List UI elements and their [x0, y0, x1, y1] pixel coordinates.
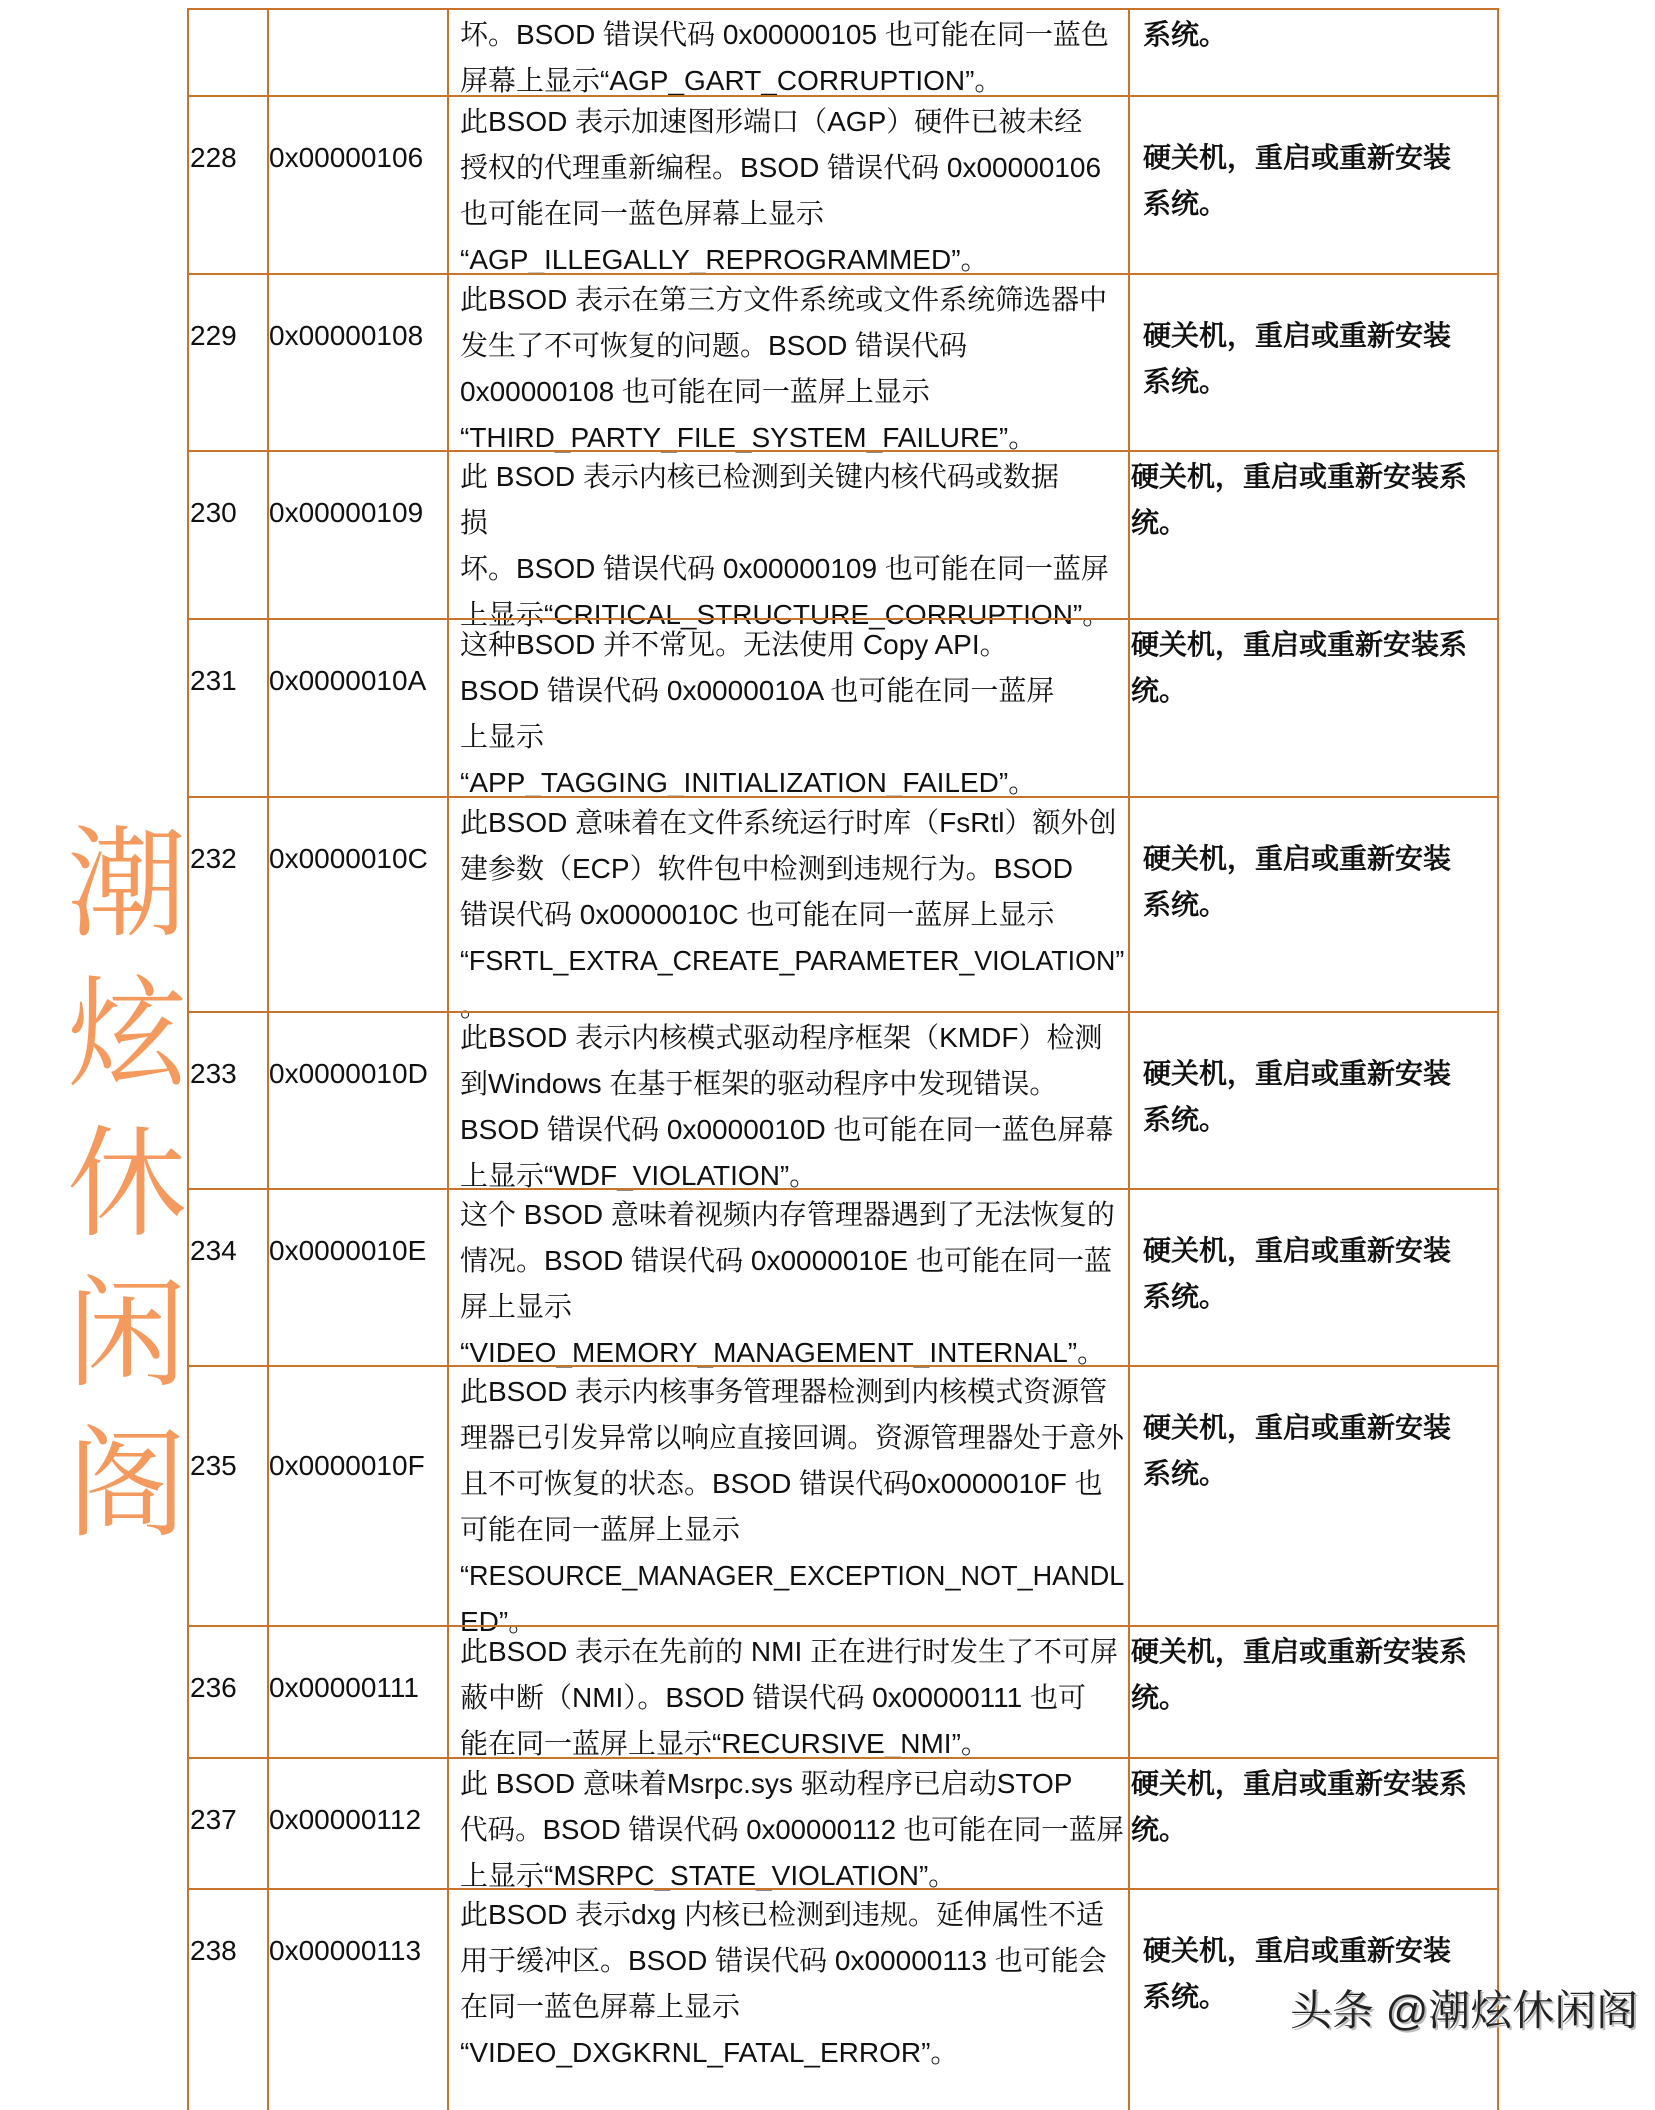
action-line: 统。: [1131, 1814, 1188, 1845]
error-description: [460, 12, 1109, 104]
resolution-action: [1143, 1051, 1451, 1143]
resolution-action: [1131, 454, 1467, 546]
error-description: [460, 1892, 1107, 2076]
action-line: 统。: [1131, 507, 1188, 538]
action-line: 系统。: [1143, 1104, 1228, 1135]
error-description: [460, 1192, 1115, 1376]
row-number-cell: [190, 313, 237, 359]
column-divider: [187, 1013, 189, 1190]
error-description: [460, 1015, 1114, 1199]
error-code-cell: [269, 1051, 428, 1097]
column-divider: [447, 1759, 449, 1890]
column-divider: [1128, 620, 1130, 798]
table-row: [187, 1188, 1499, 1367]
description-line: 可能在同一蓝屏上显示: [460, 1514, 741, 1545]
description-line: 此BSOD 表示在第三方文件系统或文件系统筛选器中: [460, 284, 1108, 315]
description-line: 能在同一蓝屏上显示“RECURSIVE_NMI”。: [460, 1728, 989, 1759]
column-divider: [447, 1627, 449, 1759]
error-code: 0x00000111: [269, 1672, 419, 1703]
error-code-cell: [269, 658, 426, 704]
resolution-action: [1143, 1228, 1451, 1320]
row-number-cell: [190, 135, 237, 181]
column-divider: [1497, 620, 1499, 798]
column-divider: [1128, 452, 1130, 620]
resolution-action: [1143, 12, 1227, 58]
error-description: [460, 277, 1107, 461]
column-divider: [447, 620, 449, 798]
description-line: 屏幕上显示“AGP_GART_CORRUPTION”。: [460, 65, 1003, 96]
column-divider: [447, 97, 449, 275]
row-number-cell: [190, 836, 237, 882]
column-divider: [187, 798, 189, 1013]
row-number-cell: [190, 1228, 237, 1274]
description-line: 0x00000108 也可能在同一蓝屏上显示: [460, 376, 930, 407]
error-description: [460, 1629, 1118, 1767]
description-line: 坏。BSOD 错误代码 0x00000109 也可能在同一蓝屏: [460, 553, 1109, 584]
row-number: 233: [190, 1058, 237, 1089]
action-line: 系统。: [1143, 1281, 1228, 1312]
error-code-cell: [269, 1443, 425, 1489]
table-row: [187, 95, 1499, 275]
source-credit: 头条 @潮炫休闲阁: [1290, 1987, 1639, 2034]
description-line: 此BSOD 表示内核事务管理器检测到内核模式资源管: [460, 1376, 1108, 1407]
column-divider: [1497, 1013, 1499, 1190]
error-description: [460, 800, 1153, 1030]
column-divider: [187, 97, 189, 275]
column-divider: [187, 1627, 189, 1759]
column-divider: [1497, 1190, 1499, 1367]
resolution-action: [1131, 1629, 1467, 1721]
description-line: 。: [460, 991, 489, 1022]
description-line: 授权的代理重新编程。BSOD 错误代码 0x00000106: [460, 152, 1102, 183]
description-line: ED”。: [460, 1606, 537, 1637]
column-divider: [447, 1013, 449, 1190]
description-line: “FSRTL_EXTRA_CREATE_PARAMETER_VIOLATION”: [460, 945, 1125, 976]
table-row: [187, 1011, 1499, 1190]
description-line: 在同一蓝色屏幕上显示: [460, 1991, 741, 2022]
error-code-cell: [269, 135, 423, 181]
action-line: 系统。: [1143, 889, 1228, 920]
description-line: “VIDEO_DXGKRNL_FATAL_ERROR”。: [460, 2037, 959, 2068]
column-divider: [267, 1013, 269, 1190]
description-line: 蔽中断（NMI）。BSOD 错误代码 0x00000111 也可: [460, 1682, 1087, 1713]
column-divider: [267, 452, 269, 620]
description-line: 损: [460, 507, 489, 538]
row-number-cell: [190, 1443, 237, 1489]
action-line: 统。: [1131, 675, 1188, 706]
row-number-cell: [190, 658, 237, 704]
error-code: 0x00000113: [269, 1935, 422, 1966]
error-code: 0x0000010F: [269, 1450, 425, 1481]
column-divider: [187, 1190, 189, 1367]
row-number: 234: [190, 1235, 237, 1266]
column-divider: [1497, 1759, 1499, 1890]
column-divider: [1128, 97, 1130, 275]
table-row: [187, 1365, 1499, 1637]
column-divider: [447, 10, 449, 97]
description-line: 此BSOD 表示在先前的 NMI 正在进行时发生了不可屏: [460, 1636, 1119, 1667]
row-number-cell: [190, 1797, 237, 1843]
column-divider: [267, 10, 269, 97]
error-code: 0x0000010C: [269, 843, 428, 874]
column-divider: [267, 620, 269, 798]
column-divider: [1128, 1890, 1130, 2110]
table-row: [187, 618, 1499, 798]
description-line: 此 BSOD 意味着Msrpc.sys 驱动程序已启动STOP: [460, 1768, 1073, 1799]
column-divider: [187, 452, 189, 620]
column-divider: [447, 798, 449, 1013]
error-description: [460, 1761, 1135, 1899]
table-row: [187, 450, 1499, 630]
description-line: 到Windows 在基于框架的驱动程序中发现错误。: [460, 1068, 1058, 1099]
action-line: 硬关机，重启或重新安装: [1143, 1058, 1452, 1089]
description-line: BSOD 错误代码 0x0000010D 也可能在同一蓝色屏幕: [460, 1114, 1114, 1145]
table-row: [187, 796, 1499, 1022]
description-line: 这个 BSOD 意味着视频内存管理器遇到了无法恢复的: [460, 1199, 1115, 1230]
action-line: 系统。: [1143, 1458, 1228, 1489]
row-number: 232: [190, 843, 237, 874]
resolution-action: [1143, 836, 1451, 928]
error-description: [460, 454, 1110, 638]
description-line: “VIDEO_MEMORY_MANAGEMENT_INTERNAL”。: [460, 1337, 1106, 1368]
description-line: “RESOURCE_MANAGER_EXCEPTION_NOT_HANDL: [460, 1560, 1125, 1591]
error-description: [460, 1369, 1148, 1645]
action-line: 硬关机，重启或重新安装: [1143, 320, 1452, 351]
column-divider: [447, 1190, 449, 1367]
description-line: 也可能在同一蓝色屏幕上显示: [460, 198, 825, 229]
action-line: 硬关机，重启或重新安装系: [1131, 1768, 1468, 1799]
resolution-action: [1131, 1761, 1467, 1853]
error-code: 0x00000106: [269, 142, 424, 173]
row-number-cell: [190, 490, 237, 536]
action-line: 系统。: [1143, 19, 1228, 50]
column-divider: [187, 1759, 189, 1890]
description-line: 上显示“WDF_VIOLATION”。: [460, 1160, 818, 1191]
description-line: 坏。BSOD 错误代码 0x00000105 也可能在同一蓝色: [460, 19, 1109, 50]
column-divider: [267, 97, 269, 275]
column-divider: [187, 620, 189, 798]
action-line: 硬关机，重启或重新安装: [1143, 1935, 1452, 1966]
description-line: 且不可恢复的状态。BSOD 错误代码0x0000010F 也: [460, 1468, 1103, 1499]
column-divider: [447, 452, 449, 620]
description-line: 代码。BSOD 错误代码 0x00000112 也可能在同一蓝屏: [460, 1814, 1124, 1845]
row-number: 229: [190, 320, 237, 351]
description-line: BSOD 错误代码 0x0000010A 也可能在同一蓝屏: [460, 675, 1055, 706]
description-line: 上显示“MSRPC_STATE_VIOLATION”。: [460, 1860, 957, 1891]
action-line: 硬关机，重启或重新安装: [1143, 1235, 1452, 1266]
column-divider: [1128, 1190, 1130, 1367]
description-line: 此BSOD 表示内核模式驱动程序框架（KMDF）检测: [460, 1022, 1103, 1053]
resolution-action: [1143, 135, 1451, 227]
description-line: 理器已引发异常以响应直接回调。资源管理器处于意外: [460, 1422, 1124, 1453]
column-divider: [187, 275, 189, 452]
resolution-action: [1143, 1405, 1451, 1497]
error-code: 0x0000010E: [269, 1235, 427, 1266]
row-number-cell: [190, 1928, 237, 1974]
column-divider: [447, 1367, 449, 1627]
row-number: 230: [190, 497, 237, 528]
table-row: [187, 1757, 1499, 1890]
resolution-action: [1131, 622, 1467, 714]
table-row: [187, 1625, 1499, 1759]
error-code-cell: [269, 1797, 421, 1843]
column-divider: [1497, 452, 1499, 620]
column-divider: [267, 798, 269, 1013]
description-line: 此BSOD 意味着在文件系统运行时库（FsRtl）额外创: [460, 807, 1117, 838]
error-code: 0x00000112: [269, 1804, 422, 1835]
description-line: 情况。BSOD 错误代码 0x0000010E 也可能在同一蓝: [460, 1245, 1112, 1276]
error-code-cell: [269, 313, 423, 359]
row-number: 228: [190, 142, 237, 173]
action-line: 系统。: [1143, 366, 1228, 397]
column-divider: [1497, 798, 1499, 1013]
column-divider: [1128, 1013, 1130, 1190]
action-line: 硬关机，重启或重新安装系: [1131, 629, 1468, 660]
bsod-error-table: [187, 8, 1499, 2068]
column-divider: [447, 1890, 449, 2110]
error-code-cell: [269, 1228, 426, 1274]
table-row: [187, 273, 1499, 452]
table-row: [187, 8, 1499, 97]
error-description: [460, 622, 1054, 806]
error-code: 0x0000010A: [269, 665, 427, 696]
description-line: 用于缓冲区。BSOD 错误代码 0x00000113 也可能会: [460, 1945, 1107, 1976]
row-number: 231: [190, 665, 237, 696]
column-divider: [1128, 10, 1130, 97]
column-divider: [187, 1890, 189, 2110]
error-code: 0x00000109: [269, 497, 424, 528]
row-number-cell: [190, 1051, 237, 1097]
description-line: 上显示“CRITICAL_STRUCTURE_CORRUPTION”。: [460, 599, 1111, 630]
description-line: 发生了不可恢复的问题。BSOD 错误代码: [460, 330, 968, 361]
row-number-cell: [190, 1665, 237, 1711]
column-divider: [267, 1190, 269, 1367]
error-code-cell: [269, 490, 423, 536]
description-line: 建参数（ECP）软件包中检测到违规行为。BSOD: [460, 853, 1073, 884]
column-divider: [187, 10, 189, 97]
description-line: 上显示: [460, 721, 545, 752]
column-divider: [1128, 1627, 1130, 1759]
column-divider: [267, 1890, 269, 2110]
column-divider: [187, 1367, 189, 1627]
action-line: 硬关机，重启或重新安装系: [1131, 461, 1468, 492]
action-line: 系统。: [1143, 188, 1228, 219]
error-code-cell: [269, 1928, 421, 1974]
action-line: 硬关机，重启或重新安装: [1143, 142, 1452, 173]
action-line: 统。: [1131, 1682, 1188, 1713]
action-line: 硬关机，重启或重新安装系: [1131, 1636, 1468, 1667]
description-line: 此BSOD 表示加速图形端口（AGP）硬件已被未经: [460, 106, 1083, 137]
resolution-action: [1143, 313, 1451, 405]
description-line: 这种BSOD 并不常见。无法使用 Copy API。: [460, 629, 1008, 660]
error-code-cell: [269, 836, 428, 882]
column-divider: [1497, 1367, 1499, 1627]
error-code: 0x00000108: [269, 320, 424, 351]
row-number: 237: [190, 1804, 237, 1835]
action-line: 硬关机，重启或重新安装: [1143, 1412, 1452, 1443]
column-divider: [1497, 1627, 1499, 1759]
description-line: “APP_TAGGING_INITIALIZATION_FAILED”。: [460, 767, 1037, 798]
watermark: 潮炫休闲阁: [47, 820, 186, 1570]
column-divider: [267, 275, 269, 452]
row-number: 236: [190, 1672, 237, 1703]
column-divider: [267, 1367, 269, 1627]
error-code: 0x0000010D: [269, 1058, 428, 1089]
column-divider: [1497, 10, 1499, 97]
column-divider: [1497, 275, 1499, 452]
description-line: “THIRD_PARTY_FILE_SYSTEM_FAILURE”。: [460, 422, 1037, 453]
column-divider: [1128, 275, 1130, 452]
description-line: “AGP_ILLEGALLY_REPROGRAMMED”。: [460, 244, 989, 275]
description-line: 错误代码 0x0000010C 也可能在同一蓝屏上显示: [460, 899, 1055, 930]
column-divider: [1497, 97, 1499, 275]
description-line: 此BSOD 表示dxg 内核已检测到违规。延伸属性不适: [460, 1899, 1105, 1930]
column-divider: [447, 275, 449, 452]
error-description: [460, 99, 1101, 283]
description-line: 此 BSOD 表示内核已检测到关键内核代码或数据: [460, 461, 1059, 492]
action-line: 硬关机，重启或重新安装: [1143, 843, 1452, 874]
row-number: 238: [190, 1935, 237, 1966]
row-number: 235: [190, 1450, 237, 1481]
error-code-cell: [269, 1665, 419, 1711]
description-line: 屏上显示: [460, 1291, 573, 1322]
action-line: 系统。: [1143, 1981, 1228, 2012]
